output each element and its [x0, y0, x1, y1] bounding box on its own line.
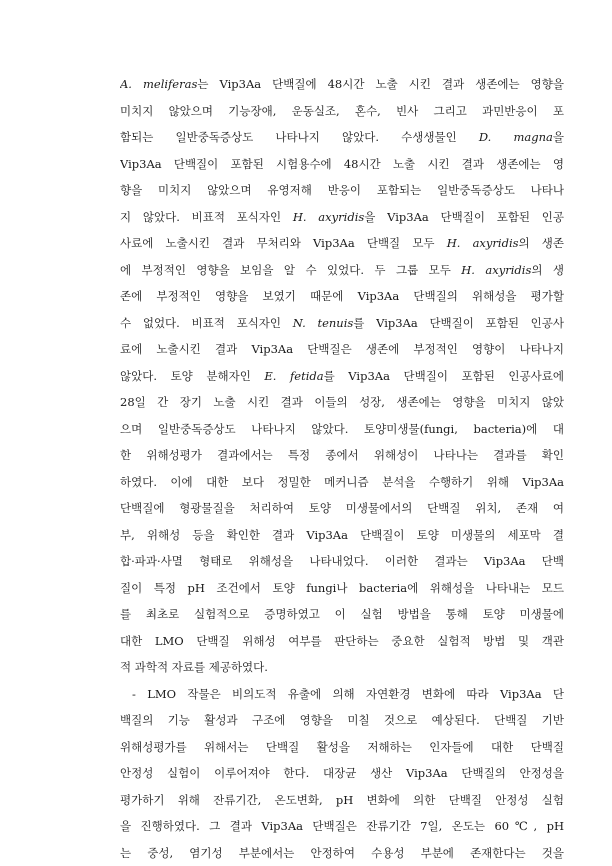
- text-line: 위해성평가를 위해서는 단백질 활성을 저해하는 인자들에 대한 단백질: [120, 734, 564, 761]
- text-line: 미치지 않았으며 기능장애, 운동실조, 혼수, 빈사 그리고 과민반응이 포: [120, 98, 564, 125]
- text-line: 단백질에 형광물질을 처리하여 토양 미생물에서의 단백질 위치, 존재 여: [120, 495, 564, 522]
- text-line: 평가하기 위해 잔류기간, 온도변화, pH 변화에 의한 단백질 안정성 실험: [120, 787, 564, 814]
- text-line: 적 과학적 자료를 제공하였다.: [120, 654, 564, 681]
- text-line: 함되는 일반중독증상도 나타나지 않았다. 수생생물인 D. magna을: [120, 124, 564, 151]
- text-line: - LMO 작물은 비의도적 유출에 의해 자연환경 변화에 따라 Vip3Aa 단: [120, 681, 564, 708]
- text-line: 수 없었다. 비표적 포식자인 N. tenuis를 Vip3Aa 단백질이 포함된 인공사: [120, 310, 564, 337]
- text-line: A. meliferas는 Vip3Aa 단백질에 48시간 노출 시킨 결과 생존에는 영향을: [120, 71, 564, 98]
- text-line: 을 진행하였다. 그 결과 Vip3Aa 단백질은 잔류기간 7일, 온도는 60℃, pH: [120, 813, 564, 840]
- text-line: 부, 위해성 등을 확인한 결과 Vip3Aa 단백질이 토양 미생물의 세포막 결: [120, 522, 564, 549]
- text-line: 으며 일반중독증상도 나타나지 않았다. 토양미생물(fungi, bacteria)에 대: [120, 416, 564, 443]
- text-line: 질이 특정 pH 조건에서 토양 fungi나 bacteria에 위해성을 나타내는 모드: [120, 575, 564, 602]
- text-line: 사료에 노출시킨 결과 무처리와 Vip3Aa 단백질 모두 H. axyridis의 생존: [120, 230, 564, 257]
- text-line: 에 부정적인 영향을 보임을 알 수 있었다. 두 그룹 모두 H. axyridis의 생: [120, 257, 564, 284]
- text-line: 대한 LMO 단백질 위해성 여부를 판단하는 중요한 실험적 방법 및 객관: [120, 628, 564, 655]
- text-line: 28일 간 장기 노출 시킨 결과 이들의 성장, 생존에는 영향을 미치지 않았: [120, 389, 564, 416]
- text-line: 료에 노출시킨 결과 Vip3Aa 단백질은 생존에 부정적인 영향이 나타나지: [120, 336, 564, 363]
- text-line: 는 중성, 염기성 부분에서는 안정하여 수용성 부분에 존재한다는 것을: [120, 840, 564, 866]
- text-line: 를 최초로 실험적으로 증명하였고 이 실험 방법을 통해 토양 미생물에: [120, 601, 564, 628]
- text-line: 향을 미치지 않았으며 유영저해 반응이 포함되는 일반중독증상도 나타나: [120, 177, 564, 204]
- text-line: 안정성 실험이 이루어져야 한다. 대장균 생산 Vip3Aa 단백질의 안정성을: [120, 760, 564, 787]
- text-line: 않았다. 토양 분해자인 E. fetida를 Vip3Aa 단백질이 포함된 인공사료에: [120, 363, 564, 390]
- text-line: 합·파과·사멸 형태로 위해성을 나타내었다. 이러한 결과는 Vip3Aa 단백: [120, 548, 564, 575]
- text-line: Vip3Aa 단백질이 포함된 시험용수에 48시간 노출 시킨 결과 생존에는 영: [120, 151, 564, 178]
- text-line: 한 위해성평가 결과에서는 특정 종에서 위해성이 나타나는 결과를 확인: [120, 442, 564, 469]
- text-line: 백질의 기능 활성과 구조에 영향을 미칠 것으로 예상된다. 단백질 기반: [120, 707, 564, 734]
- paragraph-protein-stability: [120, 681, 564, 866]
- text-line: 하였다. 이에 대한 보다 정밀한 메커니즘 분석을 수행하기 위해 Vip3Aa: [120, 469, 564, 496]
- text-line: 지 않았다. 비표적 포식자인 H. axyridis을 Vip3Aa 단백질이 포함된 인공: [120, 204, 564, 231]
- text-line: 존에 부정적인 영향을 보였기 때문에 Vip3Aa 단백질의 위해성을 평가할: [120, 283, 564, 310]
- paragraph-toxicity-results: [120, 71, 564, 681]
